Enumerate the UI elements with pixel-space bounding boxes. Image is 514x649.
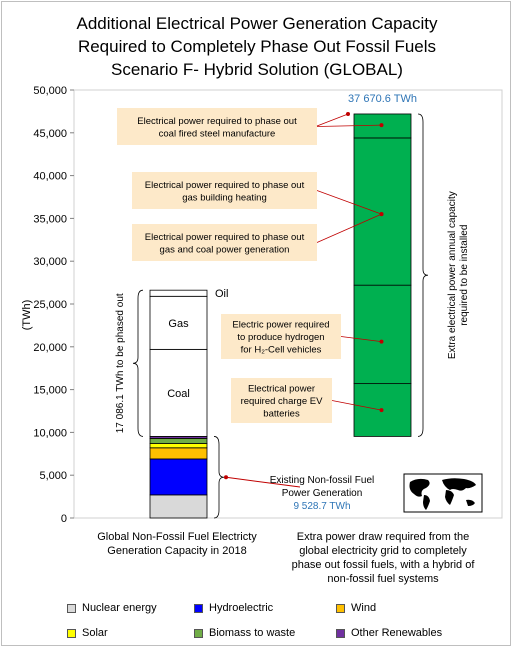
legend-label: Biomass to waste bbox=[209, 627, 296, 639]
legend-label: Hydroelectric bbox=[209, 602, 274, 614]
total-value-label: 37 670.6 TWh bbox=[348, 92, 417, 105]
legend-item bbox=[194, 602, 273, 614]
callout-text: gas and coal power generation bbox=[159, 244, 290, 256]
callout-box bbox=[117, 108, 384, 145]
y-axis-label: (TWh) bbox=[21, 299, 33, 331]
legend-swatch bbox=[67, 604, 76, 613]
category-label: phase out fossil fuels, with a hybrid of bbox=[291, 559, 475, 571]
total-connector bbox=[317, 114, 348, 126]
callout-text: for H₂-Cell vehicles bbox=[240, 344, 322, 356]
y-tick-label: 25,000 bbox=[33, 299, 67, 311]
bar-segment-extra bbox=[354, 285, 411, 383]
extra-capacity-brace bbox=[418, 114, 428, 436]
callout-text: Electrical power required to phase out bbox=[144, 231, 305, 243]
nonfossil-label: Power Generation bbox=[281, 488, 363, 499]
callout-text: gas building heating bbox=[182, 192, 267, 204]
segment-label-gas: Gas bbox=[168, 317, 189, 330]
bar-segment-oil bbox=[150, 290, 207, 296]
callout-text: Electrical power bbox=[247, 383, 316, 395]
bar-segment-extra bbox=[354, 138, 411, 285]
callout-text: Electric power required bbox=[232, 319, 330, 331]
nonfossil-brace bbox=[214, 436, 224, 518]
total-dot bbox=[346, 112, 350, 116]
y-tick-label: 0 bbox=[60, 513, 67, 525]
callout-dot bbox=[380, 212, 384, 216]
legend-label: Wind bbox=[351, 602, 377, 614]
bar-segment-wind bbox=[150, 448, 207, 459]
category-label: Global Non-Fossil Fuel Electricty bbox=[97, 531, 257, 543]
phaseout-label: 17 086.1 TWh to be phased out bbox=[115, 293, 126, 434]
y-tick-label: 10,000 bbox=[33, 427, 67, 440]
y-tick-label: 40,000 bbox=[33, 170, 67, 183]
callout-dot bbox=[380, 408, 384, 412]
category-label: Extra power draw required from the bbox=[296, 531, 470, 543]
extra-capacity-label: Extra electrical power annual capacity bbox=[447, 191, 458, 360]
callout-text: to produce hydrogen bbox=[237, 332, 325, 343]
legend-item bbox=[67, 627, 108, 639]
legend-swatch bbox=[194, 604, 203, 613]
callout-dot bbox=[380, 123, 384, 127]
y-tick-label: 20,000 bbox=[33, 341, 67, 354]
bar-extra-power-draw bbox=[354, 114, 411, 436]
nonfossil-dot bbox=[224, 475, 228, 479]
extra-capacity-label: required to be installed bbox=[459, 224, 470, 326]
bar-segment-nuclear-energy bbox=[150, 495, 207, 518]
legend-swatch bbox=[336, 629, 345, 638]
callout-text: Electrical power required to phase out bbox=[144, 179, 305, 191]
y-tick-label: 30,000 bbox=[33, 256, 67, 269]
segment-label-oil: Oil bbox=[215, 287, 229, 300]
y-tick-label: 45,000 bbox=[33, 127, 67, 140]
category-label: global electricity grid to completely bbox=[299, 545, 467, 557]
legend-swatch bbox=[194, 629, 203, 638]
segment-label-coal: Coal bbox=[167, 388, 190, 401]
callout-dot bbox=[380, 340, 384, 344]
world-map-icon bbox=[404, 474, 482, 512]
y-tick-label: 5,000 bbox=[39, 470, 67, 483]
legend-swatch bbox=[67, 629, 76, 638]
legend-item bbox=[336, 627, 442, 639]
legend bbox=[0, 596, 514, 646]
legend-item bbox=[194, 627, 295, 639]
bar-segment-biomass-to-waste bbox=[150, 438, 207, 443]
callout-text: Electrical power required to phase out bbox=[137, 115, 297, 127]
chart-title bbox=[77, 14, 438, 79]
callout-text: required charge EV bbox=[240, 396, 323, 407]
x-axis-categories bbox=[97, 531, 475, 585]
callout-box bbox=[132, 212, 384, 261]
nonfossil-value: 9 528.7 TWh bbox=[293, 501, 351, 512]
legend-label: Solar bbox=[82, 627, 108, 639]
legend-label: Other Renewables bbox=[351, 627, 443, 639]
y-tick-label: 35,000 bbox=[33, 213, 67, 226]
title-line: Scenario F- Hybrid Solution (GLOBAL) bbox=[111, 60, 403, 79]
bar-segment-hydroelectric bbox=[150, 459, 207, 495]
y-tick-label: 50,000 bbox=[33, 85, 67, 97]
phaseout-brace bbox=[133, 290, 143, 436]
bar-segment-solar bbox=[150, 444, 207, 448]
callout-text: batteries bbox=[263, 408, 300, 420]
nonfossil-label: Existing Non-fossil Fuel bbox=[269, 475, 375, 486]
category-label: Generation Capacity in 2018 bbox=[107, 545, 247, 557]
legend-item bbox=[336, 602, 376, 614]
y-axis bbox=[33, 85, 502, 525]
callout-box bbox=[132, 172, 384, 216]
title-line: Additional Electrical Power Generation Capacity bbox=[76, 14, 438, 33]
bar-non-fossil-capacity bbox=[150, 288, 228, 518]
title-line: Required to Completely Phase Out Fossil Fuels bbox=[77, 37, 437, 56]
legend-swatch bbox=[336, 604, 345, 613]
legend-label: Nuclear energy bbox=[82, 602, 157, 614]
y-tick-label: 15,000 bbox=[33, 384, 67, 397]
legend-item bbox=[67, 602, 157, 614]
callout-text: coal fired steel manufacture bbox=[158, 128, 276, 140]
category-label: non-fossil fuel systems bbox=[327, 573, 439, 585]
